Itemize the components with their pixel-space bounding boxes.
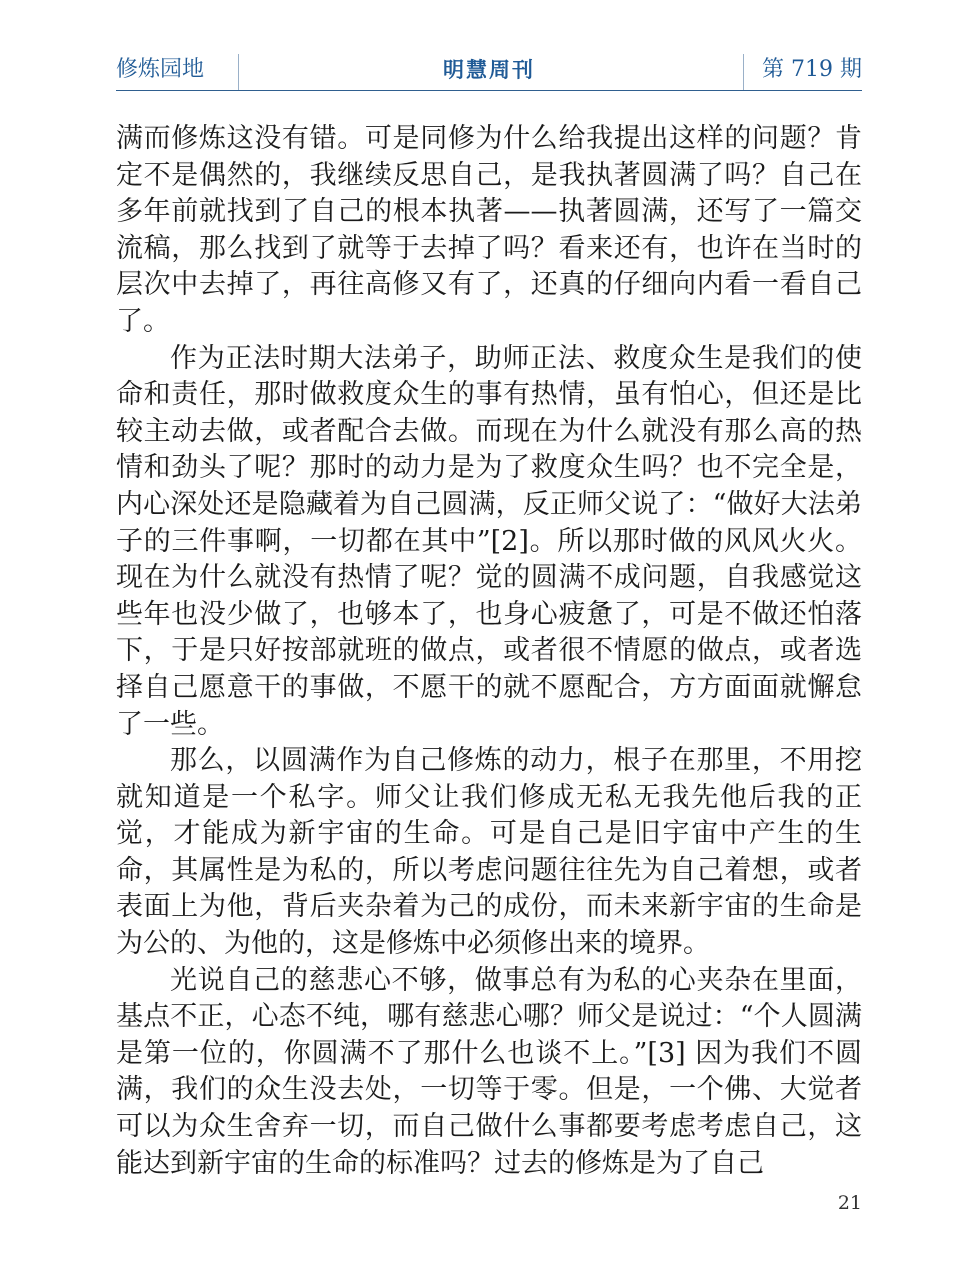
publication-title: 明慧周刊	[443, 58, 535, 82]
header-divider-right	[743, 54, 744, 90]
page-header	[116, 46, 862, 91]
paragraph: 作为正法时期大法弟子，助师正法、救度众生是我们的使命和责任，那时做救度众生的事有热情，虽有怕心，但还是比较主动去做，或者配合去做。而现在为什么就没有那么高的热情和劲头了呢？那时的动力是为了救度众生吗？也不完全是，内心深处还是隐藏着为自己圆满，反正师父说了：“做好大法弟子的三件事啊，一切都在其中”[2]。所以那时做的风风火火。现在为什么就没有热情了呢？觉的圆满不成问题，自我感觉这些年也没少做了，也够本了，也身心疲惫了，可是不做还怕落下，于是只好按部就班的做点，或者很不情愿的做点，或者选择自己愿意干的事做，不愿干的就不愿配合，方方面面就懈怠了一些。	[116, 342, 862, 740]
paragraph: 光说自己的慈悲心不够，做事总有为私的心夹杂在里面，基点不正，心态不纯，哪有慈悲心哪？师父是说过：“个人圆满是第一位的，你圆满不了那什么也谈不上。”[3] 因为我们不圆满，我们的众生没去处，一切等于零。但是，一个佛、大觉者可以为众生舍弃一切，而自己做什么事都要考虑考虑自己，这能达到新宇宙的生命的标准吗？过去的修炼是为了自己	[116, 964, 862, 1179]
article-body	[116, 121, 862, 1182]
issue-number: 第 719 期	[762, 57, 862, 82]
paragraph: 那么，以圆满作为自己修炼的动力，根子在那里，不用挖就知道是一个私字。师父让我们修成无私无我先他后我的正觉，才能成为新宇宙的生命。可是自己是旧宇宙中产生的生命，其属性是为私的，所以考虑问题往往先为自己着想，或者表面上为他，背后夹杂着为己的成份，而未来新宇宙的生命是为公的、为他的，这是修炼中必须修出来的境界。	[116, 745, 862, 960]
paragraph-continued: 满而修炼这没有错。可是同修为什么给我提出这样的问题？肯定不是偶然的，我继续反思自己，是我执著圆满了吗？自己在多年前就找到了自己的根本执著——执著圆满，还写了一篇交流稿，那么找到了就等于去掉了吗？看来还有，也许在当时的层次中去掉了，再往高修又有了，还真的仔细向内看一看自己了。	[116, 123, 862, 337]
section-title: 修炼园地	[116, 57, 205, 82]
page-number: 21	[837, 1192, 862, 1214]
